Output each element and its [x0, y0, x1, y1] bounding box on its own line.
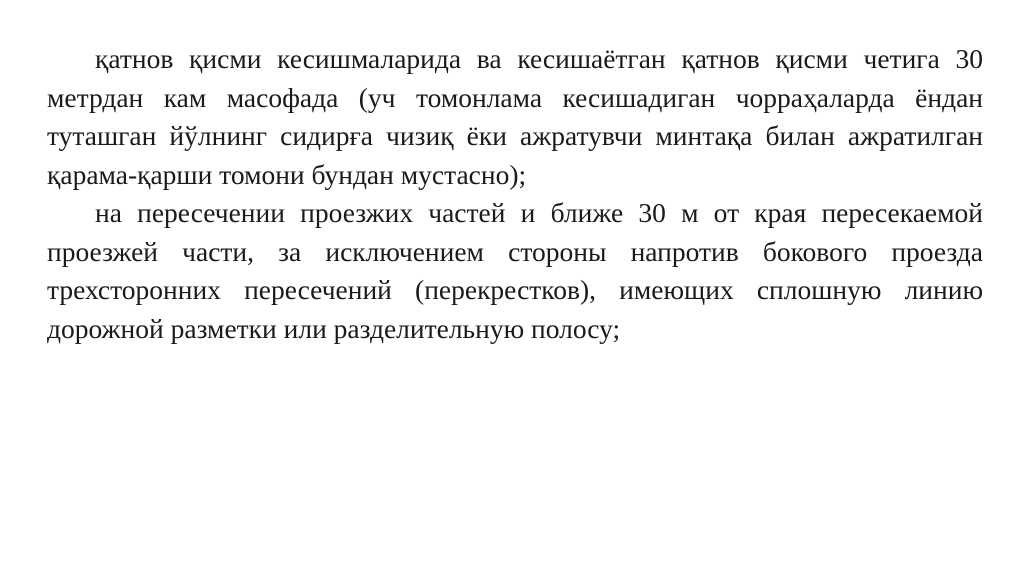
document-body — [47, 40, 983, 348]
paragraph-uzbek: қатнов қисми кесишмаларида ва кесишаётган қатнов қисми четига 30 метрдан кам масофада (уч томонлама кесишадиган чорраҳаларда ёндан туташган йўлнинг сидирға чизиқ ёки ажратувчи минтақа билан ажратилган қарама-қарши томони бундан мустасно); — [47, 43, 983, 190]
paragraph-russian: на пересечении проезжих частей и ближе 30 м от края пересекаемой проезжей части, за исключением стороны напротив бокового проезда трехсторонних пересечений (перекрестков), имеющих сплошную линию дорожной разметки или разделительную полосу; — [47, 197, 983, 344]
